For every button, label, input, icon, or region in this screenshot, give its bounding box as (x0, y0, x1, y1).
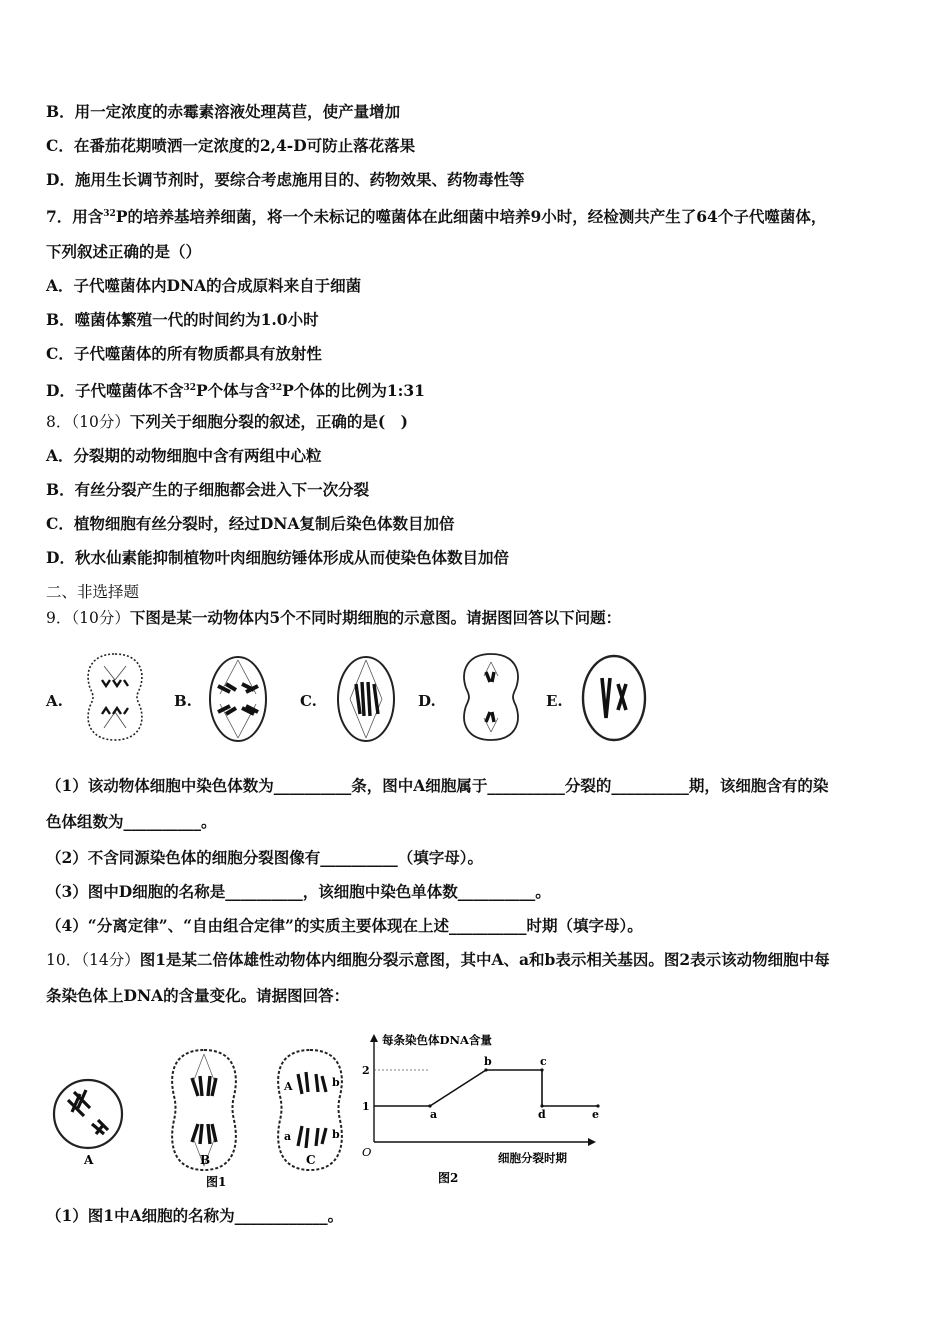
chart-point-e (596, 1104, 599, 1107)
chart-origin-label: O (362, 1145, 372, 1159)
q10-fig1-label-a: A (84, 1153, 94, 1167)
q9-cell-a-diagram (80, 650, 150, 744)
chart-x-axis-arrow (588, 1138, 596, 1146)
chart-series-line (374, 1070, 598, 1106)
q7-option-d: D．子代噬菌体不含$^{32}$P个体与含$^{32}$P个体的比例为1:31 (46, 381, 425, 401)
q8-option-d: D．秋水仙素能抑制植物叶肉细胞纺锤体形成从而使染色体数目加倍 (46, 548, 509, 567)
q6-option-b: B．用一定浓度的赤霉素溶液处理莴苣，使产量增加 (46, 102, 401, 121)
chart-point-label-a: a (430, 1108, 438, 1121)
q9-label-a: A. (46, 692, 63, 710)
q9-part1-line1: （1）该动物体细胞中染色体数为__________条，图中A细胞属于__________分裂的__________期，该细胞含有的染 (46, 776, 829, 795)
q9-cell-d-diagram (456, 650, 526, 744)
q6-option-c: C．在番茄花期喷洒一定浓度的2,4-D可防止落花落果 (46, 136, 416, 155)
q10-stem-line1: 10．（14分）图1是某二倍体雄性动物体内细胞分裂示意图，其中A、a和b表示相关基因。图2表示该动物细胞中每 (46, 950, 830, 969)
chart-point-label-c: c (540, 1055, 547, 1068)
q10-gene-label-a: a (284, 1130, 292, 1143)
section-heading-nonchoice: 二、非选择题 (46, 583, 140, 601)
q7-stem-line1: 7．用含$^{32}$P的培养基培养细菌，将一个未标记的噬菌体在此细菌中培养9小时，经检测共产生了64个子代噬菌体， (46, 207, 827, 227)
q9-part3: （3）图中D细胞的名称是__________，该细胞中染色单体数__________。 (46, 882, 551, 901)
chart-y-axis-arrow (370, 1034, 378, 1042)
q7-stem-line2: 下列叙述正确的是（） (46, 242, 202, 261)
chart-point-b (484, 1068, 487, 1071)
chart-y-tick-label-2: 2 (362, 1064, 370, 1077)
chart-point-a (428, 1104, 431, 1107)
q9-cell-c-diagram (334, 654, 398, 744)
chart-point-c (540, 1068, 543, 1071)
q9-cell-b-diagram (206, 654, 270, 744)
q8-stem: 8．（10分）下列关于细胞分裂的叙述，正确的是( ) (46, 412, 409, 431)
chart-y-axis-label: 每条染色体DNA含量 (382, 1033, 492, 1047)
q8-option-a: A．分裂期的动物细胞中含有两组中心粒 (46, 446, 322, 465)
q10-fig1-cell-b (172, 1050, 236, 1170)
chart-x-axis-label: 细胞分裂时期 (498, 1151, 567, 1165)
chart-point-label-b: b (484, 1055, 492, 1068)
q10-fig1-cell-a (54, 1080, 122, 1148)
q9-stem: 9．（10分）下图是某一动物体内5个不同时期细胞的示意图。请据图回答以下问题： (46, 608, 622, 627)
q9-label-d: D. (418, 692, 436, 710)
q8-option-c: C．植物细胞有丝分裂时，经过DNA复制后染色体数目加倍 (46, 514, 455, 533)
q7-option-c: C．子代噬菌体的所有物质都具有放射性 (46, 344, 322, 363)
q6-option-d: D．施用生长调节剂时，要综合考虑施用目的、药物效果、药物毒性等 (46, 170, 525, 189)
q7-option-a: A．子代噬菌体内DNA的合成原料来自于细菌 (46, 276, 362, 295)
q10-fig1-label-c: C (306, 1153, 316, 1167)
q9-cell-e-diagram (580, 652, 652, 746)
q9-label-e: E. (546, 692, 563, 710)
q10-gene-label-b1: b (332, 1076, 340, 1089)
q10-figures (46, 1030, 606, 1190)
q10-fig1-caption: 图1 (206, 1175, 227, 1189)
q10-figure1 (46, 1030, 366, 1190)
chart-point-d (540, 1104, 543, 1107)
chart-point-label-e: e (592, 1108, 599, 1121)
q10-fig1-label-b: B (200, 1153, 211, 1167)
q7-option-b: B．噬菌体繁殖一代的时间约为1.0小时 (46, 310, 319, 329)
chart-y-tick-label-1: 1 (362, 1100, 370, 1113)
q10-fig2-caption: 图2 (438, 1171, 459, 1185)
q8-option-b: B．有丝分裂产生的子细胞都会进入下一次分裂 (46, 480, 370, 499)
q10-figure2-chart (362, 1030, 606, 1190)
q10-gene-label-A: A (284, 1080, 293, 1093)
q9-label-c: C. (300, 692, 317, 710)
q10-stem-line2: 条染色体上DNA的含量变化。请据图回答： (46, 986, 350, 1005)
chart-point-label-d: d (538, 1108, 546, 1121)
q9-part2: （2）不含同源染色体的细胞分裂图像有__________（填字母）。 (46, 848, 484, 867)
q9-label-b: B. (174, 692, 192, 710)
q9-cell-figures (46, 650, 666, 750)
q10-gene-label-b2: b (332, 1128, 340, 1141)
q9-part4: （4）“分离定律”、“自由组合定律”的实质主要体现在上述__________时期（填字母）。 (46, 916, 643, 935)
q9-part1-line2: 色体组数为__________。 (46, 812, 217, 831)
q10-part1: （1）图1中A细胞的名称为____________。 (46, 1206, 344, 1225)
q10-fig1-cell-c (278, 1050, 342, 1170)
